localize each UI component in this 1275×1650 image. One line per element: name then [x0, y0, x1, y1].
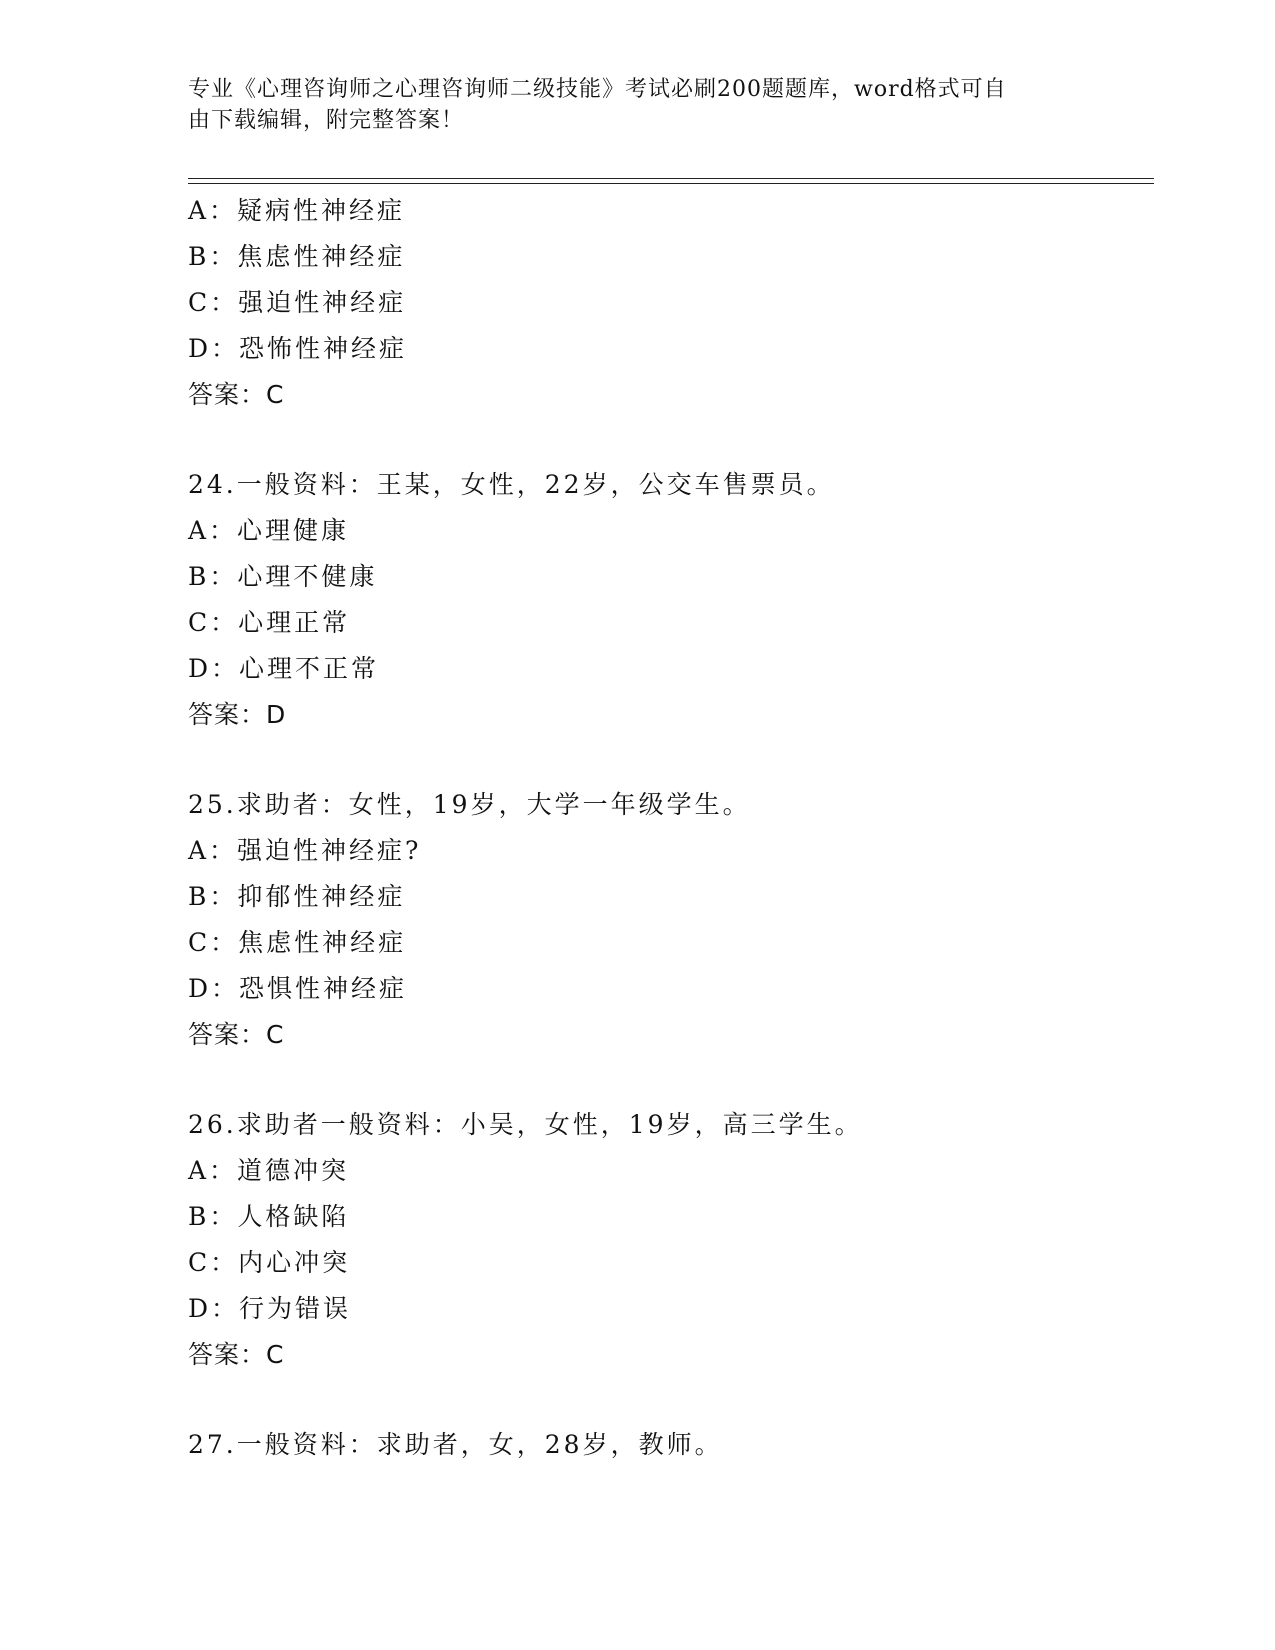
question-block-24	[188, 462, 1148, 738]
answer: 答案：C	[188, 380, 285, 409]
header-divider-bottom	[188, 183, 1154, 184]
option-a: A：道德冲突	[188, 1156, 350, 1185]
question-text: 24.一般资料：王某，女性，22岁，公交车售票员。	[188, 470, 835, 499]
spacer	[188, 418, 1148, 462]
option-b: B：焦虑性神经症	[188, 242, 406, 271]
option-d: D：恐惧性神经症	[188, 974, 408, 1003]
question-text: 26.求助者一般资料：小吴，女性，19岁，高三学生。	[188, 1110, 863, 1139]
question-list	[188, 188, 1148, 1468]
document-header	[188, 74, 1068, 136]
option-c: C：心理正常	[188, 608, 351, 637]
option-c: C：焦虑性神经症	[188, 928, 407, 957]
option-c: C：强迫性神经症	[188, 288, 407, 317]
option-d: D：行为错误	[188, 1294, 352, 1323]
option-c: C：内心冲突	[188, 1248, 351, 1277]
option-d: D：心理不正常	[188, 654, 380, 683]
option-a: A：心理健康	[188, 516, 350, 545]
question-block-25	[188, 782, 1148, 1058]
header-line-2: 由下载编辑，附完整答案！	[188, 108, 465, 133]
question-block-23	[188, 188, 1148, 418]
option-a: A：强迫性神经症?	[188, 836, 422, 865]
header-line-1: 专业《心理咨询师之心理咨询师二级技能》考试必刷200题题库，word格式可自	[188, 77, 1007, 102]
question-text: 25.求助者：女性，19岁，大学一年级学生。	[188, 790, 751, 819]
spacer	[188, 1378, 1148, 1422]
option-d: D：恐怖性神经症	[188, 334, 408, 363]
answer: 答案：C	[188, 1020, 285, 1049]
option-b: B：抑郁性神经症	[188, 882, 406, 911]
answer: 答案：D	[188, 700, 287, 729]
spacer	[188, 738, 1148, 782]
header-divider-top	[188, 178, 1154, 179]
answer: 答案：C	[188, 1340, 285, 1369]
option-b: B：心理不健康	[188, 562, 378, 591]
question-block-26	[188, 1102, 1148, 1378]
spacer	[188, 1058, 1148, 1102]
question-block-27	[188, 1422, 1148, 1468]
option-a: A：疑病性神经症	[188, 196, 406, 225]
question-text: 27.一般资料：求助者，女，28岁，教师。	[188, 1430, 723, 1459]
option-b: B：人格缺陷	[188, 1202, 350, 1231]
